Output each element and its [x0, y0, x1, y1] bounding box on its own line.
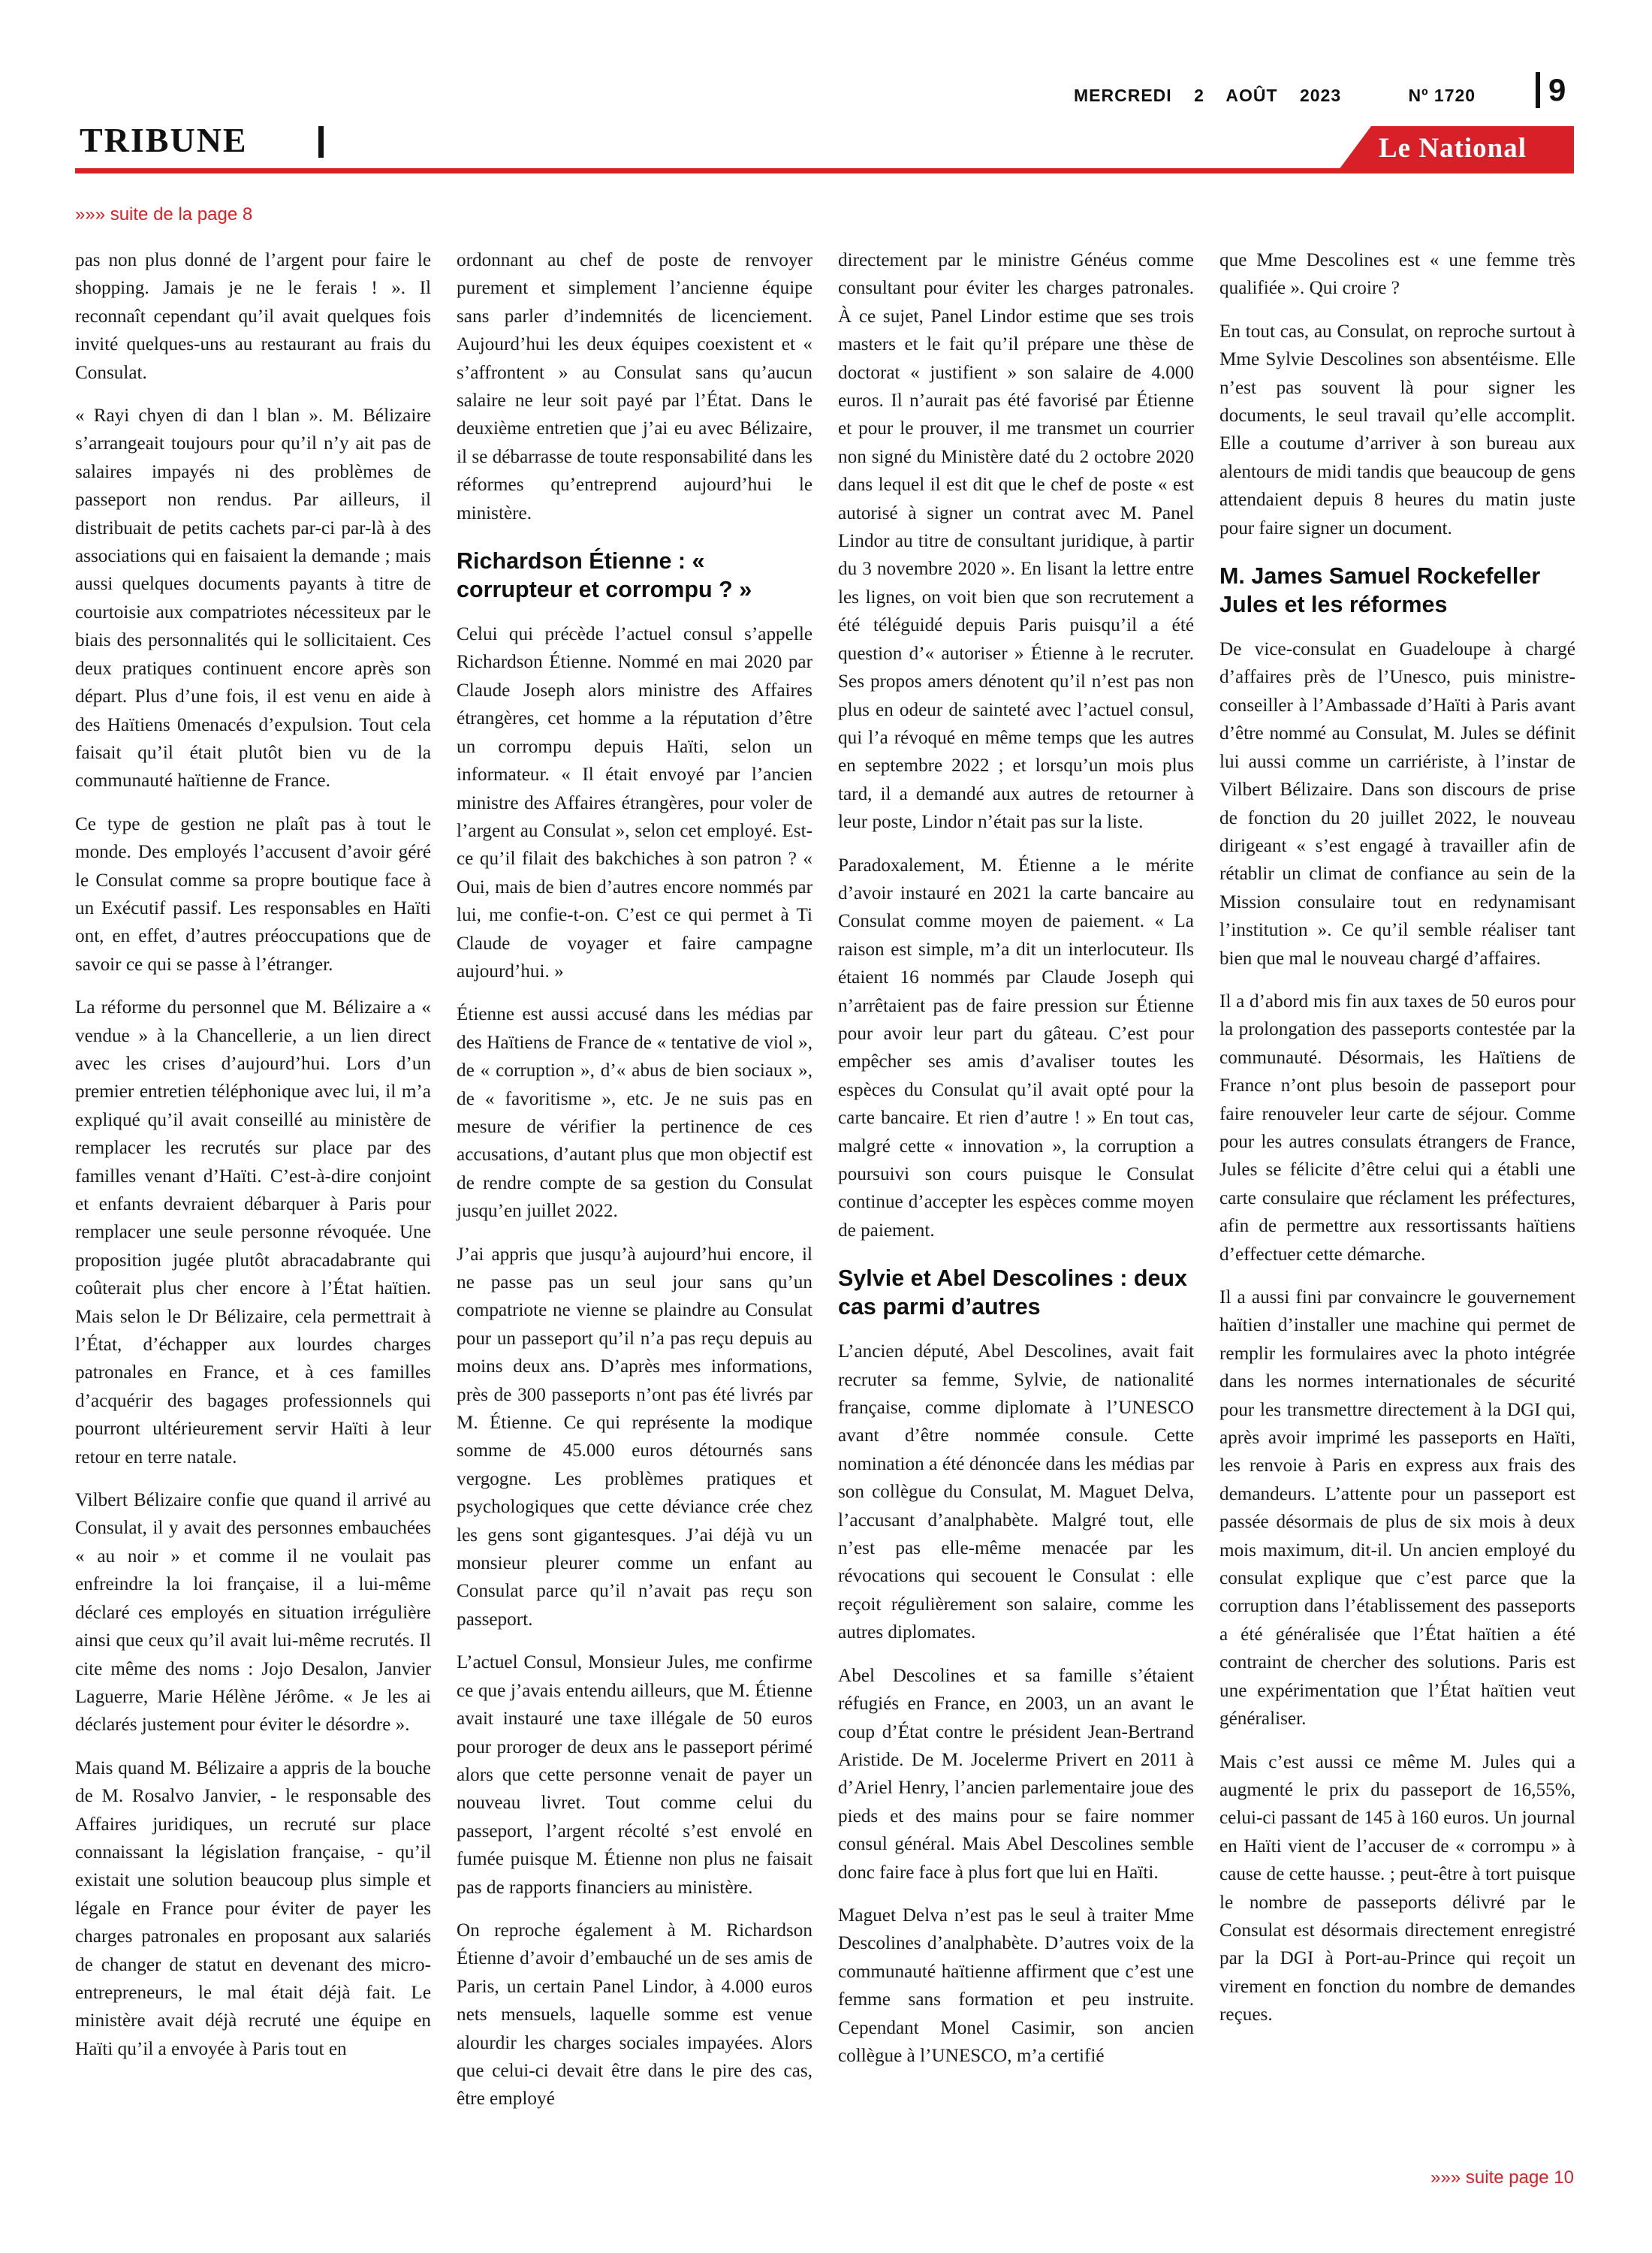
article-paragraph: En tout cas, au Consulat, on reproche surtout à Mme Sylvie Descolines son absentéisme. Elle n’est pas souvent là pour signer les documents, le seul travail qu’elle accomplit. Elle a coutume d’arriver à son bureau aux alentours de midi tandis que beaucoup de gens attendaient depuis 8 heures du matin juste pour faire signer un document. — [1219, 321, 1575, 538]
article-paragraph: Abel Descolines et sa famille s’étaient réfugiés en France, en 2003, un an avant le coup d’État contre le président Jean-Bertrand Aristide. De M. Jocelerme Privert en 2011 à d’Ariel Henry, l’ancien parlementaire joue des pieds et des mains pour se faire nommer consul général. Mais Abel Descolines semble donc faire face à plus fort que lui en Haïti. — [838, 1665, 1194, 1883]
article-paragraph: que Mme Descolines est « une femme très qualifiée ». Qui croire ? — [1219, 250, 1575, 299]
article-column-1 — [75, 246, 431, 2078]
article-paragraph: pas non plus donné de l’argent pour faire le shopping. Jamais je ne le ferais ! ». Il reconnaît cependant qu’il avait quelques fois invité quelques-uns au restaurant au frais du Consulat. — [75, 250, 431, 383]
continuation-from-link[interactable]: »»» suite de la page 8 — [75, 204, 253, 225]
article-paragraph: Mais c’est aussi ce même M. Jules qui a augmenté le prix du passeport de 16,55%, celui-ci passant de 145 à 160 euros. Un journal en Haïti vient de l’accuser de « corrompu » à cause de cette hausse. ; peut-être à tort puisque le nombre de passeports délivré par le Consulat est désormais directement enregistré par la DGI à Port-au-Prince qui reçoit un virement en fonction du nombre de demandes reçues. — [1219, 1751, 1575, 2025]
article-subheading: Sylvie et Abel Descolines : deux cas parmi d’autres — [838, 1265, 1188, 1320]
article-paragraph: Étienne est aussi accusé dans les médias par des Haïtiens de France de « tentative de viol », de « corruption », d’« abus de bien sociaux », de « favoritisme », etc. Je ne suis pas en mesure de vérifier la pertinence de ces accusations, d’autant plus que mon objectif est de rendre compte de sa gestion du Consulat jusqu’en juillet 2022. — [457, 1004, 812, 1222]
article-subheading: Richardson Étienne : « corrupteur et corrompu ? » — [457, 548, 752, 603]
section-title: TRIBUNE — [80, 121, 248, 159]
date-weekday: MERCREDI — [1074, 86, 1172, 105]
article-paragraph: Maguet Delva n’est pas le seul à traiter Mme Descolines d’analphabète. D’autres voix de la communauté haïtienne affirment que c’est une femme sans formation et peu instruite. Cependant Monel Casimir, son ancien collègue à l’UNESCO, m’a certifié — [838, 1905, 1194, 2066]
article-column-2 — [457, 246, 812, 2128]
article-paragraph: Mais quand M. Bélizaire a appris de la bouche de M. Rosalvo Janvier, - le responsable des Affaires juridiques, un recruté sur place connaissant la législation française, - qu’il existait une solution beaucoup plus simple et légale en France pour éviter de payer les charges patronales en proposant aux salariés de changer de statut en devenant des micro-entrepreneurs, le mal était déjà fait. Le ministère avait déjà recruté une équipe en Haïti qu’il a envoyée à Paris tout en — [75, 1757, 431, 2059]
article-paragraph: Il a d’abord mis fin aux taxes de 50 euros pour la prolongation des passeports contestée par la communauté. Désormais, les Haïtiens de France n’ont plus besoin de passeport pour faire renouveler leur carte de séjour. Comme pour les autres consulats étrangers de France, Jules se félicite d’être celui qui a établi une carte consulaire que réclament les préfectures, afin de permettre aux ressortissants haïtiens d’effectuer cette démarche. — [1219, 991, 1575, 1265]
article-paragraph: directement par le ministre Généus comme consultant pour éviter les charges patronales. À ce sujet, Panel Lindor estime que ses trois masters et le fait qu’il prépare une thèse de doctorat « justifient » son salaire de 4.000 euros. Il n’aurait pas été favorisé par Étienne et pour le prouver, il me transmet un courrier non signé du Ministère daté du 2 octobre 2020 dans lequel il est dit que le chef de poste « est autorisé à signer un contrat avec M. Panel Lindor au titre de consultant juridique, à partir du 3 novembre 2020 ». En lisant la lettre entre les lignes, on voit bien que son recrutement a été téléguidé depuis Paris puisqu’il a été question d’« autoriser » Étienne à le recruter. Ses propos amers dénotent qu’il n’est pas non plus en odeur de sainteté avec l’actuel consul, qui l’a révoqué en même temps que les autres en septembre 2022 ; et lorsqu’un mois plus tard, il a demandé aux autres de retourner à leur poste, Lindor n’était pas sur la liste. — [838, 250, 1194, 833]
dateline — [1074, 86, 1492, 106]
article-column-4 — [1219, 246, 1575, 2044]
page-number-divider — [1536, 72, 1540, 108]
section-divider — [318, 126, 324, 158]
article-paragraph: « Rayi chyen di dan l blan ». M. Bélizaire s’arrangeait toujours pour qu’il n’y ait pas de salaires impayés ni des problèmes de passeport non rendus. Par ailleurs, il distribuait de petits cachets par-ci par-là à des associations qui en faisaient la demande ; mais aussi quelques documents payants à titre de courtoisie aux compatriotes nécessiteux par le biais des personnalités qui le sollicitaient. Ces deux pratiques continuent encore après son départ. Plus d’une fois, il est venu en aide à des Haïtiens 0menacés d’expulsion. Tout cela faisait qu’il était plutôt bien vu de la communauté haïtienne de France. — [75, 406, 431, 792]
article-paragraph: Ce type de gestion ne plaît pas à tout le monde. Des employés l’accusent d’avoir géré le Consulat comme sa propre boutique face à un Exécutif passif. Les responsables en Haïti ont, en effet, d’autres préoccupations que de savoir ce qui se passe à l’étranger. — [75, 813, 431, 975]
header-rule — [75, 168, 1574, 173]
article-paragraph: J’ai appris que jusqu’à aujourd’hui encore, il ne passe pas un seul jour sans qu’un compatriote ne vienne se plaindre au Consulat pour un passeport qu’il n’a pas reçu depuis au moins deux ans. D’après mes informations, près de 300 passeports n’ont pas été livrés par M. Étienne. Ce qui représente la modique somme de 45.000 euros détournés sans vergogne. Les problèmes pratiques et psychologiques que cette déviance crée chez les gens sont gigantesques. J’ai déjà vu un monsieur pleurer comme un enfant au Consulat parce qu’il n’avait pas reçu son passeport. — [457, 1244, 812, 1630]
continuation-to-link[interactable]: »»» suite page 10 — [1430, 2167, 1574, 2188]
date-month: AOÛT — [1225, 86, 1278, 105]
article-paragraph: De vice-consulat en Guadeloupe à chargé d’affaires près de l’Unesco, puis ministre-conseiller à l’Ambassade d’Haïti à Paris avant d’être nommé au Consulat, M. Jules se définit lui aussi comme un carriériste, à l’instar de Vilbert Bélizaire. Dans son discours de prise de fonction du 20 juillet 2022, le nouveau dirigeant « s’est engagé à travailler afin de rétablir un climat de confiance au sein de la Mission consulaire tout en redynamisant l’institution ». Ce qu’il semble réaliser tant bien que mal le nouveau chargé d’affaires. — [1219, 639, 1575, 969]
article-paragraph: Il a aussi fini par convaincre le gouvernement haïtien d’installer une machine qui permet de remplir les formulaires avec la photo intégrée dans les normes internationales de sécurité pour les transmettre directement à la DGI qui, après avoir imprimé les passeports en Haïti, les renvoie à Paris en express aux frais des demandeurs. L’attente pour un passeport est passée désormais de plus de six mois à deux mois maximum, dit-il. Un ancien employé du consulat explique que c’est parce que la corruption dans l’établissement des passeports a été généralisée que l’État haïtien a été contraint de chercher des solutions. Paris est une expérimentation que l’État haïtien veut généraliser. — [1219, 1287, 1575, 1730]
brand-name: Le National — [1379, 133, 1527, 164]
page-number: 9 — [1548, 72, 1566, 107]
article-paragraph: Celui qui précède l’actuel consul s’appelle Richardson Étienne. Nommé en mai 2020 par Claude Joseph alors ministre des Affaires étrangères, cet homme a la réputation d’être un corrompu depuis Haïti, selon un informateur. « Il était envoyé par l’ancien ministre des Affaires étrangères, pour voler de l’argent au Consulat », selon cet employé. Est-ce qu’il filait des bakchiches à son patron ? « Oui, mais de bien d’autres encore nommés par lui, me confie-t-on. C’est ce qui permet à Ti Claude de voyager et faire campagne aujourd’hui. » — [457, 624, 812, 982]
article-paragraph: L’ancien député, Abel Descolines, avait fait recruter sa femme, Sylvie, de nationalité française, comme diplomate à l’UNESCO avant d’être nommée consule. Cette nomination a été dénoncée dans les médias par son collègue du Consulat, M. Maguet Delva, l’accusant d’analphabète. Malgré tout, elle n’est pas elle-même menacée par les révocations qui secouent le Consulat : elle reçoit régulièrement son salaire, comme les autres diplomates. — [838, 1341, 1194, 1643]
article-paragraph: Vilbert Bélizaire confie que quand il arrivé au Consulat, il y avait des personnes embauchées « au noir » et comme il ne voulait pas enfreindre la loi française, il a lui-même déclaré ces employés en situation irrégulière ainsi que ceux qu’il avait lui-même recrutés. Il cite même des noms : Jojo Desalon, Janvier Laguerre, Marie Hélène Jérôme. « Je les ai déclarés justement pour éviter le désordre ». — [75, 1490, 431, 1736]
article-paragraph: L’actuel Consul, Monsieur Jules, me confirme ce que j’avais entendu ailleurs, que M. Étienne avait instauré une taxe illégale de 50 euros pour proroger de deux ans le passeport périmé alors que cette personne venait de payer un nouveau livret. Tout comme celui du passeport, l’argent récolté s’est envolé en fumée puisque M. Étienne non plus ne faisait pas de rapports financiers au ministère. — [457, 1652, 812, 1898]
article-paragraph: Paradoxalement, M. Étienne a le mérite d’avoir instauré en 2021 la carte bancaire au Consulat comme moyen de paiement. « La raison est simple, m’a dit un interlocuteur. Ils étaient 16 nommés par Claude Joseph qui n’arrêtaient pas de faire pression sur Étienne pour avoir leur part du gâteau. C’est pour empêcher ses amis d’avaliser toutes les espèces du Consulat qu’il avait opté pour la carte bancaire. Et rien d’autre ! » En tout cas, malgré cette « innovation », la corruption a poursuivi son cours puisque le Consulat continue d’accepter les espèces comme moyen de paiement. — [838, 855, 1194, 1241]
article-subheading: M. James Samuel Rockefeller Jules et les réformes — [1219, 563, 1541, 618]
issue-number: Nº 1720 — [1408, 86, 1476, 105]
article-paragraph: ordonnant au chef de poste de renvoyer purement et simplement l’ancienne équipe sans parler d’indemnités de licenciement. Aujourd’hui les deux équipes coexistent et « s’affrontent » au Consulat sans qu’aucun salaire ne leur soit payé par l’État. Dans le deuxième entretien que j’ai eu avec Bélizaire, il se débarrasse de toute responsabilité dans les réformes qu’entreprend aujourd’hui le ministère. — [457, 250, 812, 523]
date-year: 2023 — [1299, 86, 1342, 105]
article-paragraph: La réforme du personnel que M. Bélizaire a « vendue » à la Chancellerie, a un lien direct avec les crises d’aujourd’hui. Lors d’un premier entretien téléphonique avec lui, il m’a expliqué qu’il avait conseillé au ministère de remplacer les recrutés sur place par des familles venant d’Haïti. C’est-à-dire conjoint et enfants devraient débarquer à Paris pour remplacer une seule personne révoquée. Une proposition jugée plutôt abracadabrante qui coûterait plus cher encore à l’État haïtien. Mais selon le Dr Bélizaire, cela permettrait à l’État, d’échapper aux lourdes charges patronales en France, et à ces familles d’acquérir des bagages professionnels qui pourront ultérieurement servir Haïti à leur retour en terre natale. — [75, 997, 431, 1467]
date-day: 2 — [1194, 86, 1204, 105]
article-column-3 — [838, 246, 1194, 2085]
article-paragraph: On reproche également à M. Richardson Étienne d’avoir d’embauché un de ses amis de Paris, un certain Panel Lindor, à 4.000 euros nets mensuels, laquelle somme est venue alourdir les charges sociales impayées. Alors que celui-ci devait être dans le pire des cas, être employé — [457, 1920, 812, 2110]
